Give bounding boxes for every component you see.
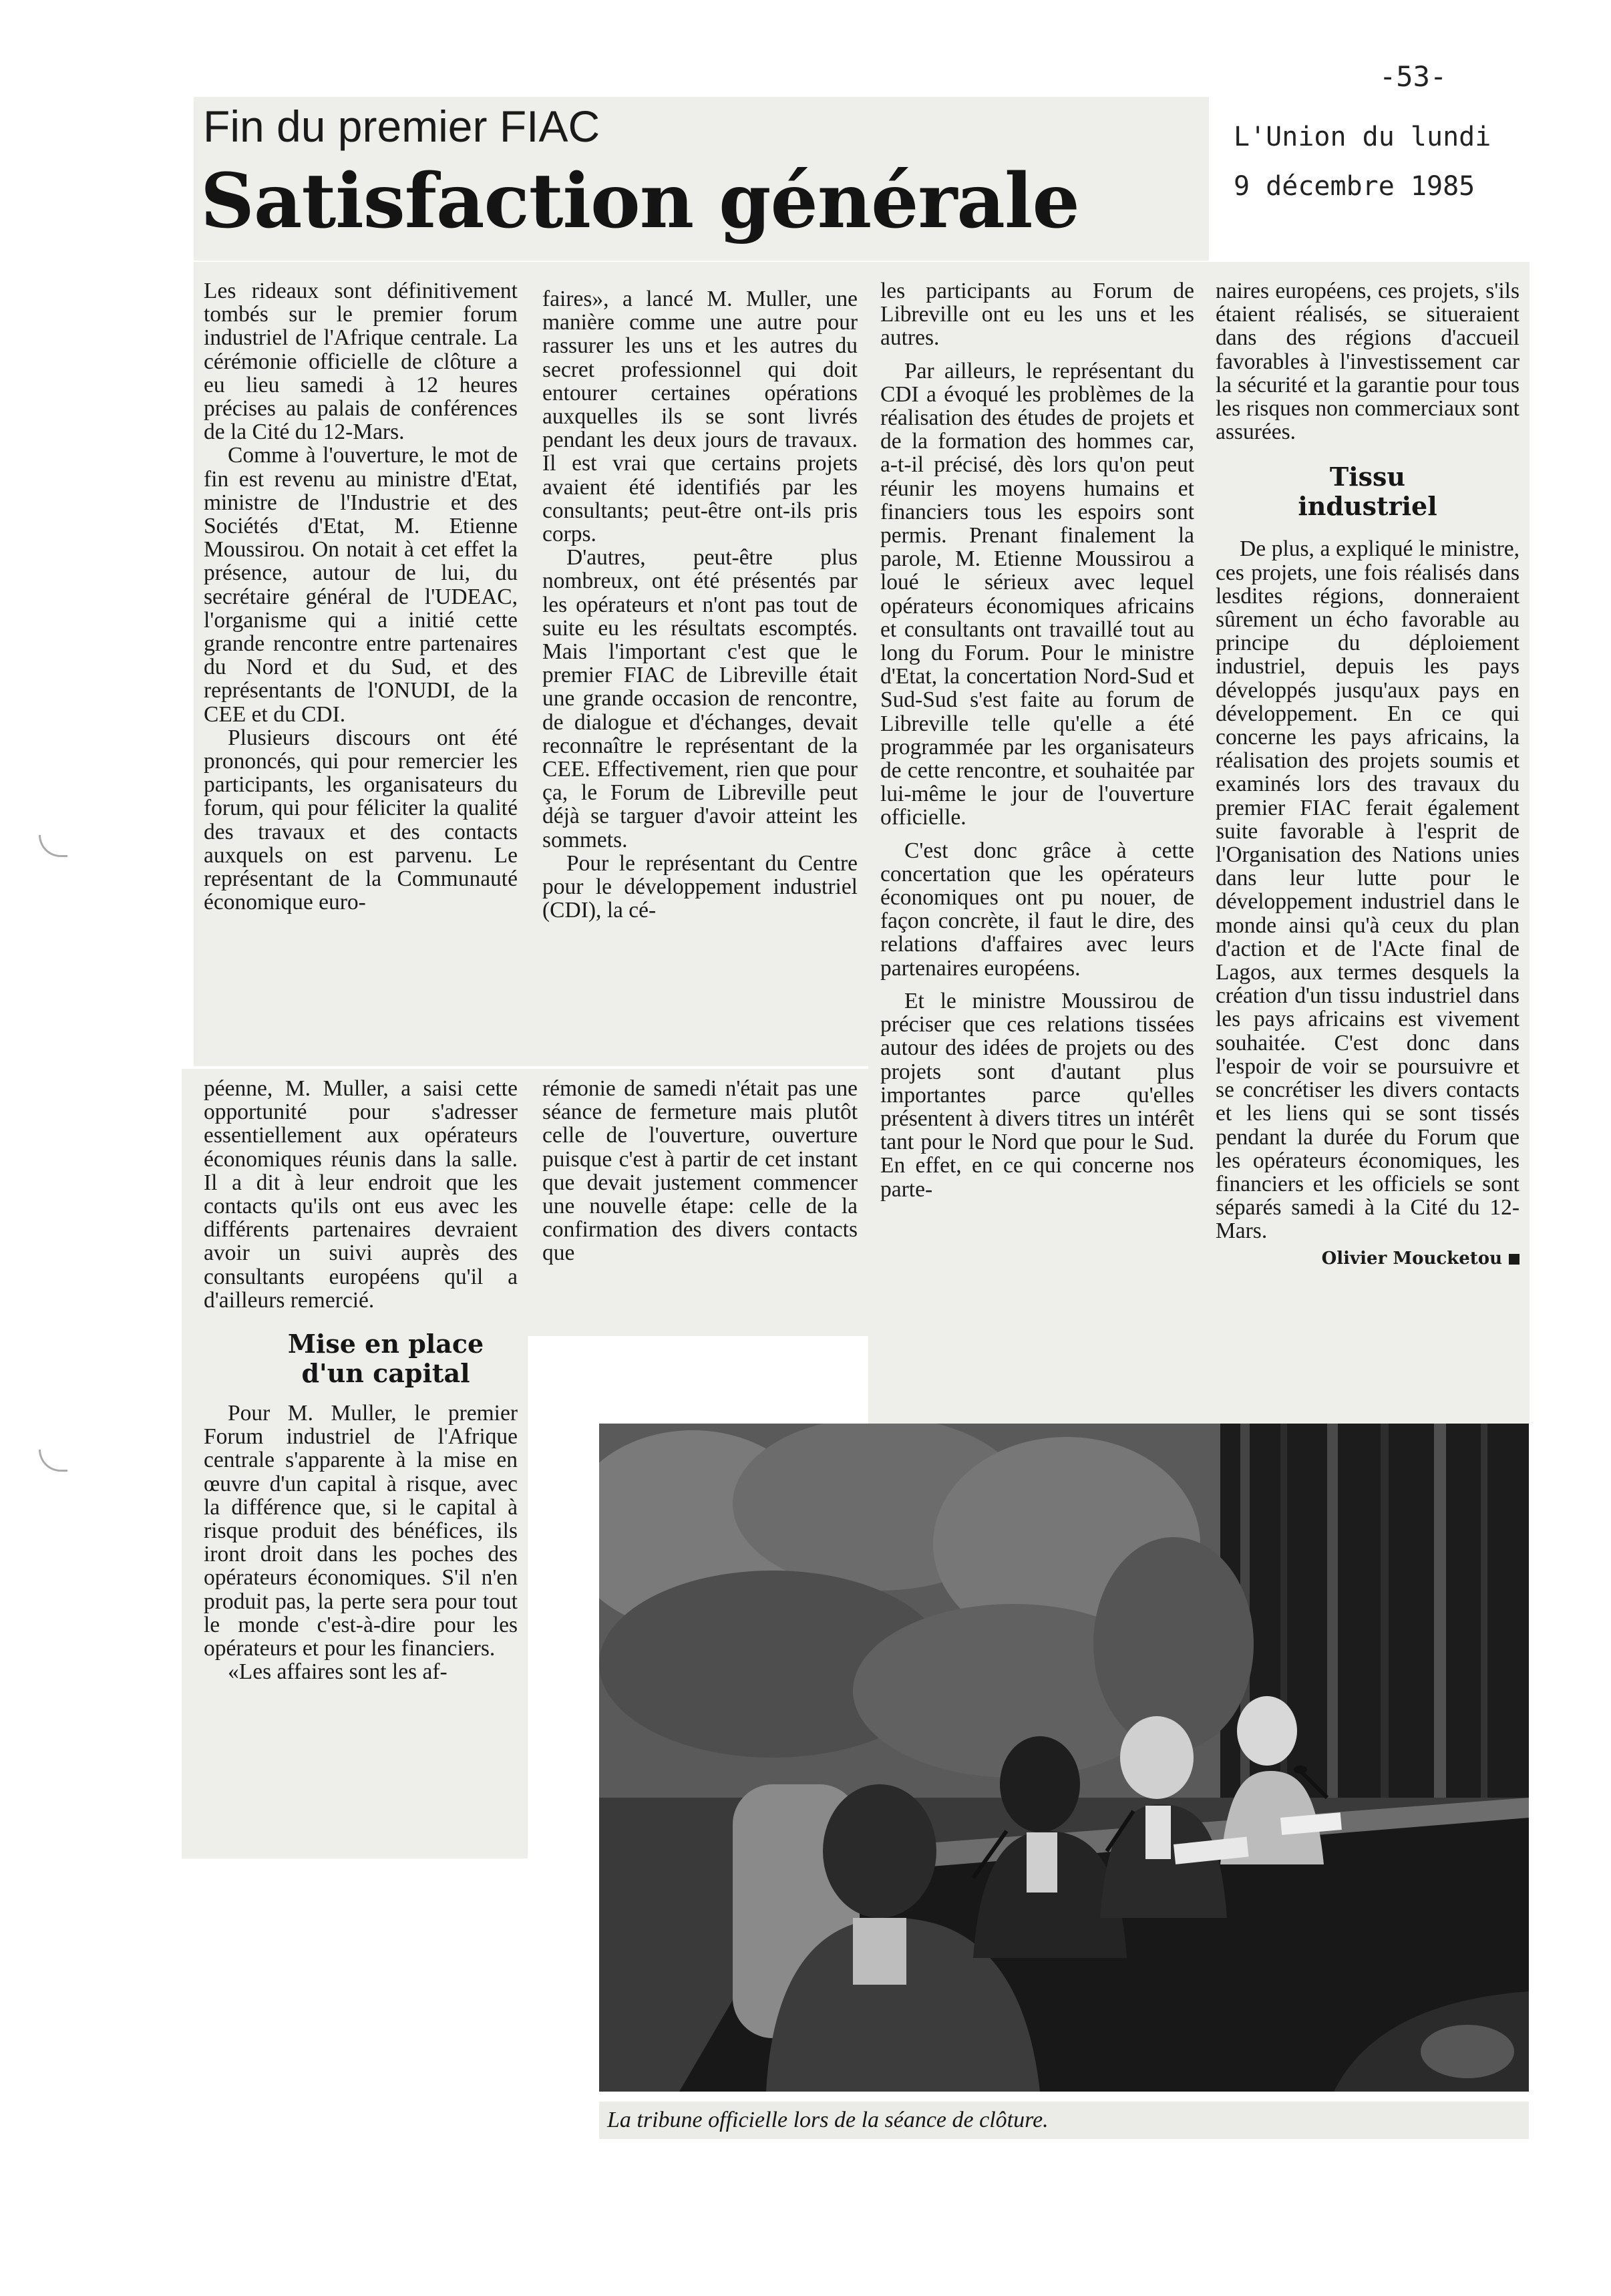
byline <box>1216 1247 1519 1271</box>
paragraph: péenne, M. Muller, a saisi cette opportunité pour s'adresser essentiellement aux opérateurs économiques réunis dans la salle. Il a dit à leur endroit que les contacts qu'ils ont eus avec les différents partenaires devraient avoir un suivi auprès des consultants européens qu'il a d'ailleurs remercié. <box>204 1076 518 1313</box>
subhead-tissu-industriel: Tissu industriel <box>1298 462 1437 522</box>
column-2b-text <box>542 1077 858 1265</box>
photo-caption-text: La tribune officielle lors de la séance de clôture. <box>607 2108 1049 2132</box>
paragraph: Pour M. Muller, le premier Forum industriel de l'Afrique centrale s'apparente à la mise en œuvre d'un capital à risque, avec la différence que, si le capital à risque produit des bénéfices, ils iront droit dans les poches des opérateurs économiques. S'il n'en produit pas, la perte sera pour tout le monde c'est-à-dire pour les opérateurs et pour les financiers. <box>204 1401 518 1661</box>
conference-photo-illustration <box>599 1424 1529 2092</box>
paragraph: «Les affaires sont les af- <box>228 1659 448 1685</box>
paragraph: Par ailleurs, le représentant du CDI a évoqué les problèmes de la réalisation des études de projets et de la formation des hommes car, a-t-il précisé, dès lors qu'on peut réunir les moyens humains et financiers tous les espoirs sont permis. Prenant finalement la parole, M. Etienne Moussirou a loué le sérieux avec lequel opérateurs économiques africains et consultants ont travaillé tout au long du Forum. Pour le ministre d'Etat, la concertation Nord-Sud et Sud-Sud s'est faite au forum de Libreville telle qu'elle a été programmée par les organisateurs de cette rencontre, et souhaitée par lui-même le jour de l'ouverture officielle. <box>880 358 1194 830</box>
source-date: 9 décembre 1985 <box>1234 171 1475 202</box>
binder-mark <box>39 1450 67 1472</box>
article-photo <box>599 1424 1529 2092</box>
paragraph: naires européens, ces projets, s'ils étaient réalisés, se situeraient dans des régions d'accueil favorables à l'investissement car la sécurité et la garantie pour tous les risques non commerciaux sont assurées. <box>1216 279 1519 445</box>
column-1-text <box>204 279 518 914</box>
paragraph: Plusieurs discours ont été prononcés, qui pour remercier les participants, les organisateurs du forum, qui pour féliciter la qualité des travaux et des contacts auxquels on est parvenu. Le représentant de la Communauté économique euro- <box>204 725 518 915</box>
subhead-mise-en-place: Mise en place d'un capital <box>287 1329 484 1389</box>
column-2-text <box>542 287 858 922</box>
article-headline: Satisfaction générale <box>200 158 1079 245</box>
source-dateline <box>1234 112 1491 211</box>
article-kicker: Fin du premier FIAC <box>203 102 600 151</box>
paragraph: Pour le représentant du Centre pour le développement industriel (CDI), la cé- <box>542 850 858 923</box>
paragraph: C'est donc grâce à cette concertation que les opérateurs économiques ont pu nouer, de façon concrète, il faut le dire, des relations d'affaires avec leurs partenaires européens. <box>880 838 1194 981</box>
column-1b-text <box>204 1077 518 1683</box>
column-3-text <box>880 279 1194 1201</box>
byline-author: Olivier Moucketou <box>1321 1248 1502 1269</box>
paragraph: Et le ministre Moussirou de préciser que ces relations tissées autour des idées de projets ou des projets sont d'autant plus importantes parce qu'elles présentent à divers titres un intérêt tant pour le Nord que pour le Sud. En effet, en ce qui concerne nos parte- <box>880 988 1194 1202</box>
paragraph: De plus, a expliqué le ministre, ces projets, une fois réalisés dans lesdites régions, donneraient sûrement un écho favorable au principe du déploiement industriel, depuis les pays développés jusqu'aux pays en développement. En ce qui concerne les pays africains, la réalisation des projets soumis et examinés lors des travaux du premier FIAC ferait également suite favorable à l'esprit de l'Organisation des Nations unies dans leur lutte pour le développement industriel dans le monde ainsi qu'à ceux du plan d'action et de l'Acte final de Lagos, aux termes desquels la création d'un tissu industriel dans les pays africains est vivement souhaitée. C'est donc dans l'espoir de voir se poursuivre et se concrétiser les divers contacts et les liens qui se sont tissés pendant la durée du Forum que les opérateurs économiques, les financiers et les officiels se sont séparés samedi à la Cité du 12-Mars. <box>1216 536 1519 1244</box>
paragraph: D'autres, peut-être plus nombreux, ont été présentés par les opérateurs et n'ont pas tout de suite eu les résultats escomptés. Mais l'important c'est que le premier FIAC de Libreville était une grande occasion de rencontre, de dialogue et d'échanges, devait reconnaître le représentant de la CEE. Effectivement, rien que pour ça, le Forum de Libreville peut déjà se targuer d'avoir atteint les sommets. <box>542 545 858 852</box>
column-4-text <box>1216 279 1519 1271</box>
paragraph: les participants au Forum de Libreville ont eu les uns et les autres. <box>880 279 1194 351</box>
end-mark-icon <box>1509 1254 1519 1265</box>
paragraph: Comme à l'ouverture, le mot de fin est revenu au ministre d'Etat, ministre de l'Industrie et des Sociétés d'Etat, M. Etienne Moussirou. On notait à cet effet la présence, autour de lui, du secrétaire général de l'UDEAC, l'organisme qui a initié cette grande rencontre entre partenaires du Nord et du Sud, et des représentants de l'ONUDI, de la CEE et du CDI. <box>204 443 518 727</box>
source-newspaper: L'Union du lundi <box>1234 122 1491 152</box>
paragraph: Les rideaux sont définitivement tombés sur le premier forum industriel de l'Afrique centrale. La cérémonie officielle de clôture a eu lieu samedi à 12 heures précises au palais de conférences de la Cité du 12-Mars. <box>204 279 518 445</box>
page-number: -53- <box>1379 60 1447 93</box>
paragraph: faires», a lancé M. Muller, une manière comme une autre pour rassurer les uns et les autres du secret professionnel qui doit entourer certaines opérations auxquelles ils se sont livrés pendant les deux jours de travaux. Il est vrai que certains projets avaient été identifiés par les consultants; peut-être ont-ils pris corps. <box>542 287 858 547</box>
binder-mark <box>39 835 67 857</box>
paragraph: rémonie de samedi n'était pas une séance de fermeture mais plutôt celle de l'ouverture, ouverture puisque c'est à partir de cet instant que devait justement commencer une nouvelle étape: celle de la confirmation des divers contacts que <box>542 1076 858 1266</box>
photo-caption <box>599 2102 1529 2139</box>
